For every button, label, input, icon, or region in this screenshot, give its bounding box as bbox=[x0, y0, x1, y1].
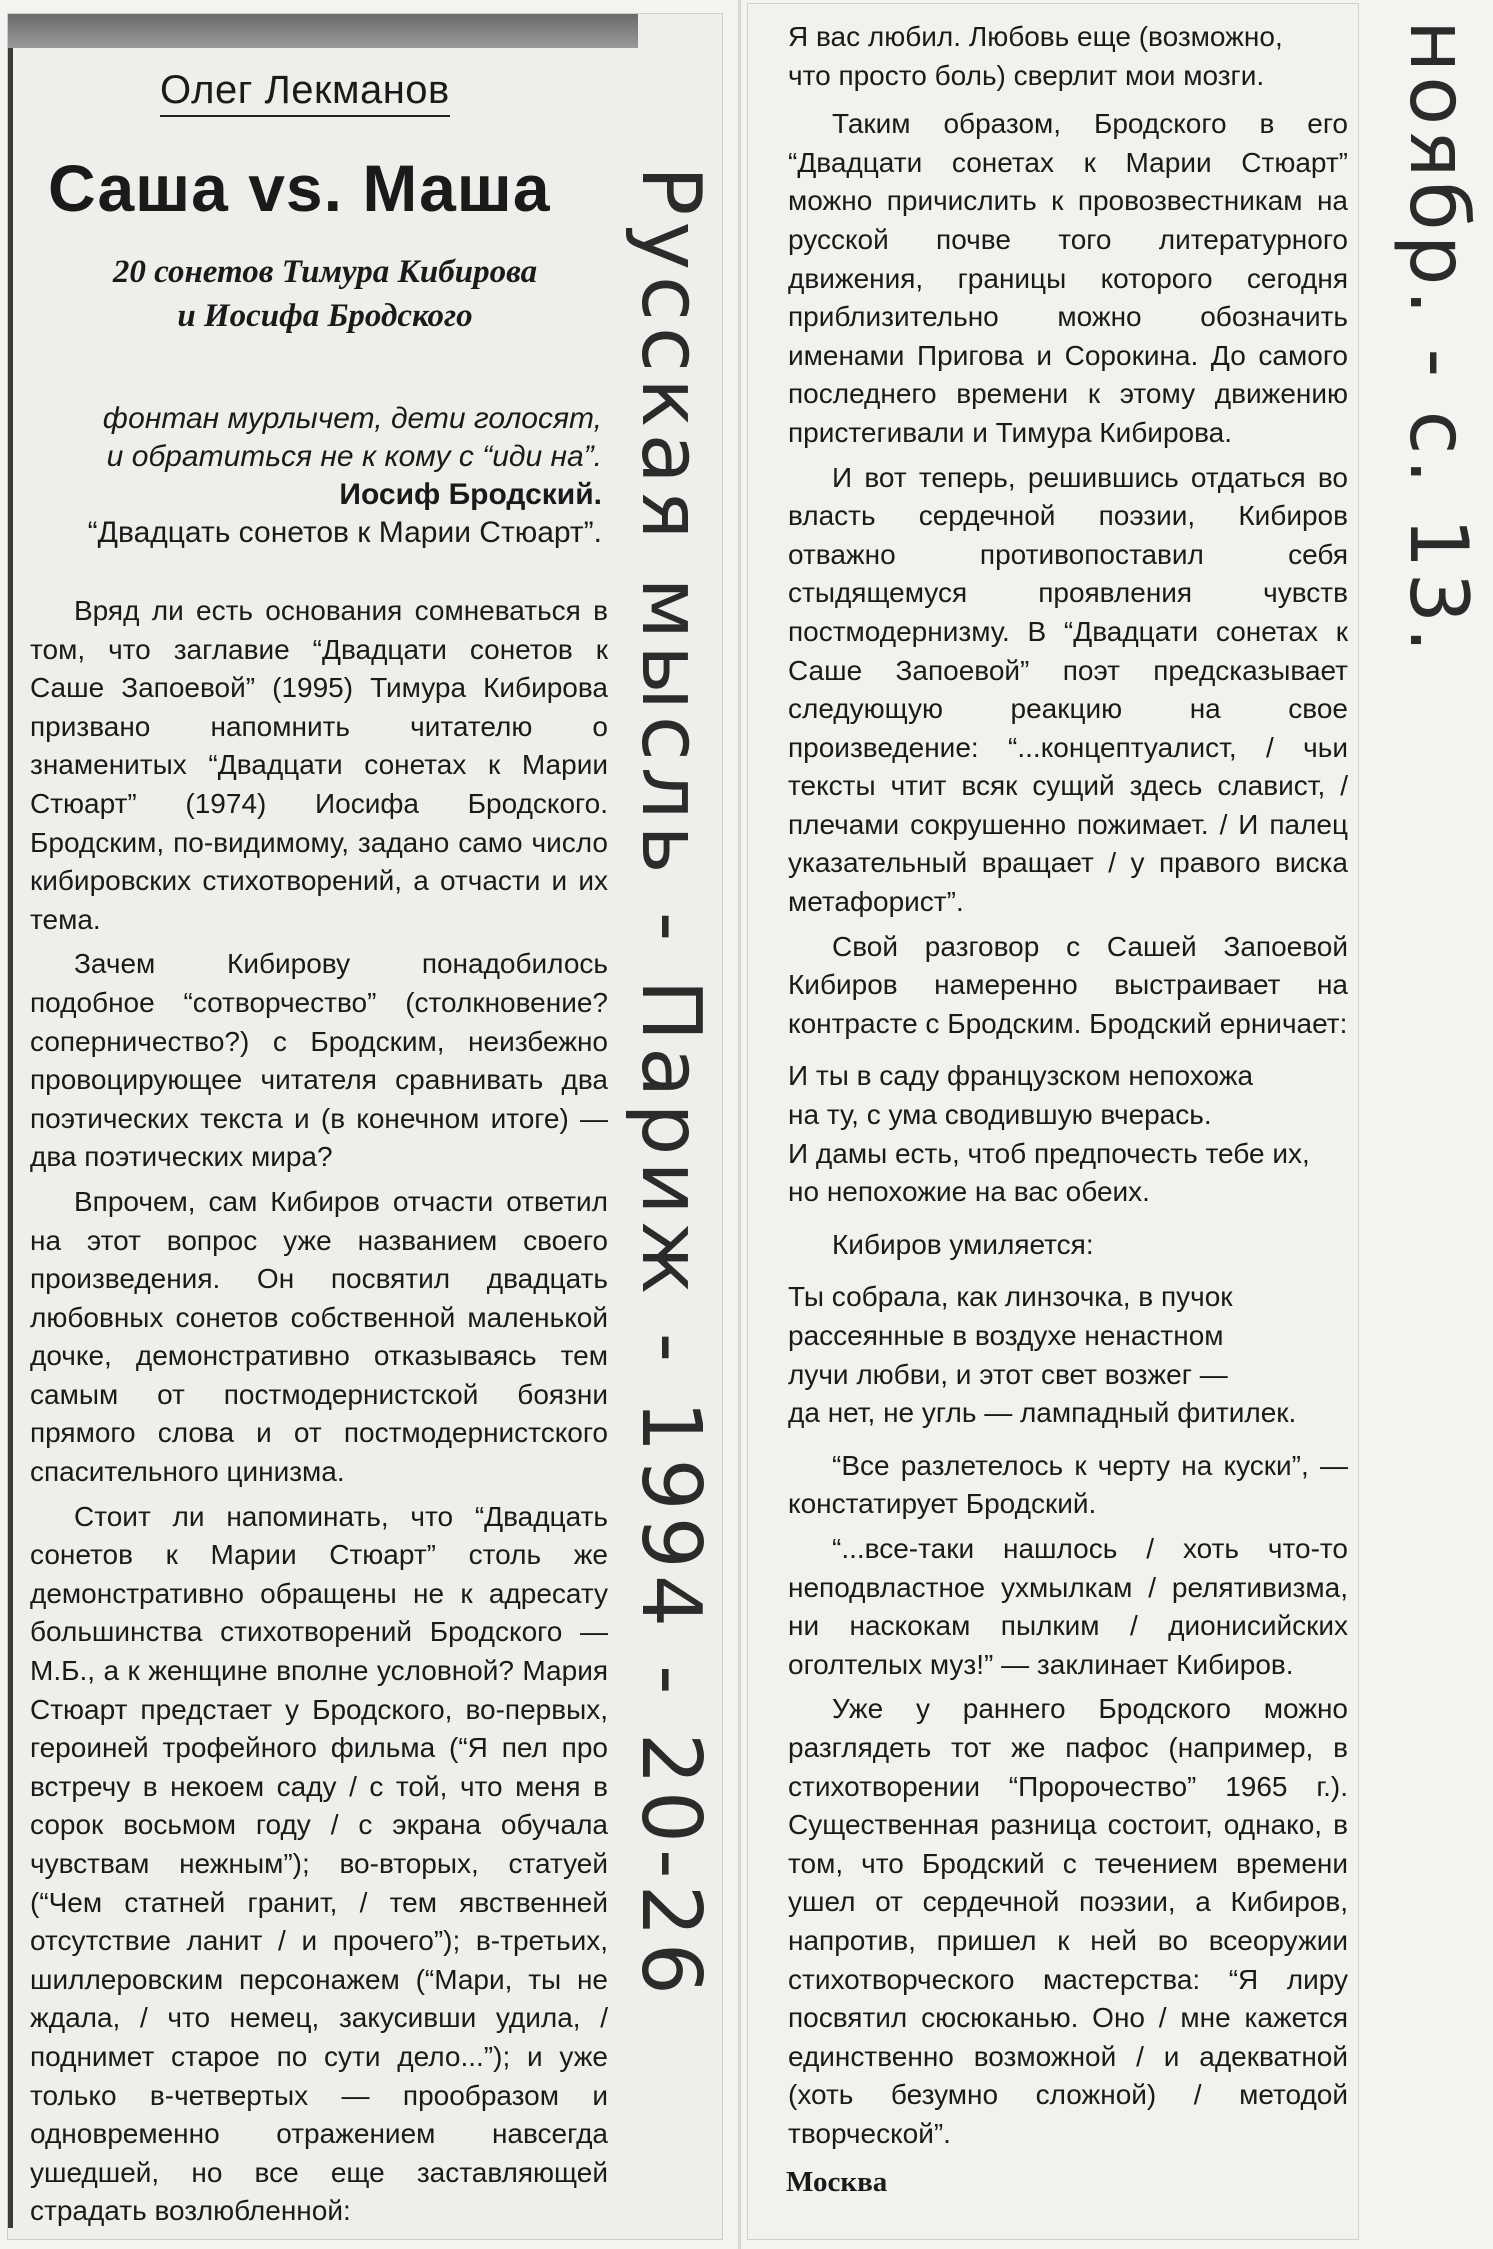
poem-line: рассеянные в воздухе ненастном bbox=[788, 1320, 1224, 1351]
paragraph: Кибиров умиляется: bbox=[832, 1228, 1094, 1260]
paragraph: Вряд ли есть основания сомневаться в том, что заглавие “Двадцати сонетов к Саше Запоевой” (1995) Тимура Кибирова призвано напомнить читателю о знаменитых “Двадцати сонетах к Марии Стюарт” (1974) Иосифа Бродского. Бродским, по-видимому, задано само число кибировских стихотворений, а отчасти и их тема. bbox=[30, 595, 608, 935]
left-column bbox=[30, 592, 608, 2231]
quote-line-2: что просто боль) сверлит мои мозги. bbox=[788, 59, 1265, 91]
right-column bbox=[788, 18, 1348, 2153]
footer-city: Москва bbox=[786, 2166, 888, 2198]
poem-brodsky bbox=[788, 1057, 1348, 1211]
paragraph: Уже у раннего Бродского можно разглядеть тот же пафос (например, в стихотворении “Пророчество” 1965 г.). Существенная разница состоит, однако, в том, что Бродский с течением времени ушел от сердечной поэзии, а Кибиров, напротив, пришел к ней во всеоружии стихотворческого мастерства: “Я лиру посвятил сюсюканью. Оно / мне кажется единственно возможной / и адекватной (хоть безумно сложной) / методой творческой”. bbox=[788, 1693, 1348, 2149]
poem-line: И ты в саду французском непохожа bbox=[788, 1060, 1254, 1092]
top-rule bbox=[8, 14, 638, 48]
quote-line-1: Я вас любил. Любовь еще (возможно, bbox=[788, 21, 1283, 52]
paragraph: Зачем Кибирову понадобилось подобное “сотворчество” (столкновение? соперничество?) с Бродским, неизбежно провоцирующее читателя сравнивать два поэтических текста и (в конечном итоге) — два поэтических мира? bbox=[30, 948, 608, 1173]
epigraph-work: “Двадцать сонетов к Марии Стюарт”. bbox=[87, 516, 602, 549]
poem-line: И дамы есть, чтоб предпочесть тебе их, bbox=[788, 1137, 1310, 1169]
handwritten-date-note: ноябр. - с. 13. bbox=[1392, 20, 1485, 657]
poem-line: Ты собрала, как линзочка, в пучок bbox=[788, 1281, 1233, 1313]
poem-line: на ту, с ума сводившую вчерась. bbox=[788, 1099, 1212, 1131]
left-rule bbox=[8, 48, 13, 2228]
author-byline: Олег Лекманов bbox=[160, 68, 450, 117]
poem-line: лучи любви, и этот свет возжег — bbox=[788, 1358, 1228, 1390]
epigraph-author: Иосиф Бродский. bbox=[339, 478, 602, 511]
paragraph: Свой разговор с Сашей Запоевой Кибиров намеренно выстраивает на контрасте с Бродским. Бродский ерничает: bbox=[788, 930, 1348, 1039]
paragraph: И вот теперь, решившись отдаться во власть сердечной поэзии, Кибиров отважно противопоставил себя стыдящемуся проявления чувств постмодернизму. В “Двадцати сонетах к Саше Запоевой” поэт предсказывает следующую реакцию на свое произведение: “...концептуалист, / чьи тексты чтит всяк сущий здесь славист, / плечами сокрушенно пожимает. / И палец указательный вращает / у правого виска метафорист”. bbox=[788, 461, 1348, 918]
article-title: Саша vs. Маша bbox=[48, 151, 551, 225]
paragraph: “...все-таки нашлось / хоть что-то неподвластное ухмылкам / релятивизма, ни наскокам пылким / дионисийских оголтелых муз!” — заклинает Кибиров. bbox=[788, 1532, 1348, 1680]
epigraph-line-2: и обратиться не к кому с “иди на”. bbox=[106, 440, 602, 473]
epigraph-line-1: фонтан мурлычет, дети голосят, bbox=[102, 402, 602, 435]
handwritten-source-note: Русская мысль - Париж - 1994 - 20-26 bbox=[623, 166, 718, 2001]
poem-line: но непохожие на вас обеих. bbox=[788, 1176, 1150, 1208]
paragraph: Впрочем, сам Кибиров отчасти ответил на этот вопрос уже названием своего произведения. Он посвятил двадцать любовных сонетов собственной маленькой дочке, демонстративно отказываясь тем самым от постмодернистской боязни прямого слова и от постмодернистского спасительного цинизма. bbox=[30, 1185, 608, 1488]
paragraph: Таким образом, Бродского в его “Двадцати сонетах к Марии Стюарт” можно причислить к провозвестникам на русской почве того литературного движения, границы которого сегодня приблизительно можно обозначить именами Пригова и Сорокина. До самого последнего времени к этому движению пристегивали и Тимура Кибирова. bbox=[788, 108, 1348, 448]
poem-kibirov bbox=[788, 1278, 1348, 1432]
article-subtitle-line-1: 20 сонетов Тимура Кибирова bbox=[112, 254, 538, 290]
paragraph: Стоит ли напоминать, что “Двадцать сонетов к Марии Стюарт” столь же демонстративно обращены не к адресату большинства стихотворений Бродского — М.Б., а к женщине вполне условной? Мария Стюарт предстает у Бродского, во-первых, героиней трофейного фильма (“Я пел про встречу в некоем саду / с той, что меня в сорок восьмом году / с экрана обучала чувствам нежным”); во-вторых, статуей (“Чем статней гранит, / тем явственней отсутствие ланит / и прочего”); в-третьих, шиллеровским персонажем (“Мари, ты не ждала, / что немец, закусивши удила, / поднимет старое по сути дело...”); и уже только в-четвертых — прообразом и одновременно отражением навсегда ушедшей, но все еще заставляющей страдать возлюбленной: bbox=[30, 1500, 608, 2227]
column-divider bbox=[738, 0, 741, 2249]
paragraph: “Все разлетелось к черту на куски”, — констатирует Бродский. bbox=[788, 1449, 1348, 1520]
article-subtitle-line-2: и Иосифа Бродского bbox=[177, 298, 473, 334]
poem-line: да нет, не угль — лампадный фитилек. bbox=[788, 1397, 1297, 1429]
